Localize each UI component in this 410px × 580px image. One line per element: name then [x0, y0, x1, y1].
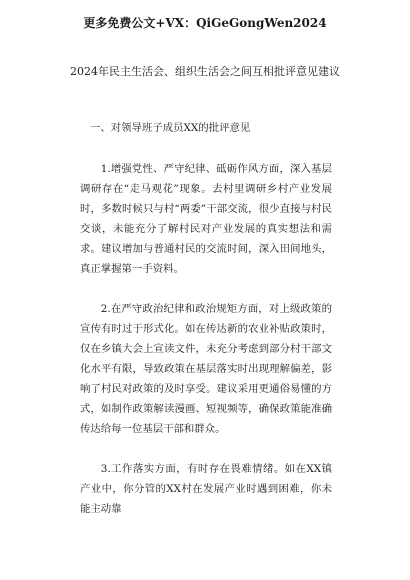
paragraph-1: 1.增强党性、严守纪律、砥砺作风方面，深入基层调研存在“走马观花”现象。去村里调研乡村产业发展时，多数时候只与村“两委”干部交流，很少直接与村民交谈，未能充分了解村民对产业发展的真实想法和需求。建议增加与普通村民的交流时间，深入田间地头，真正掌握第一手资料。: [80, 163, 332, 275]
paragraph-2: 2.在严守政治纪律和政治规矩方面，对上级政策的宣传有时过于形式化。如在传达新的农业补贴政策时，仅在乡镇大会上宣读文件，未充分考虑到部分村干部文化水平有限，导致政策在基层落实时出现理解偏差，影响了村民对政策的及时享受。建议采用更通俗易懂的方式，如制作政策解读漫画、短视频等，确保政策能准确传达给每一位基层干部和群众。: [80, 303, 332, 435]
section-heading: 一、对领导班子成员XX的批评意见: [90, 122, 251, 134]
paragraph-3: 3.工作落实方面，有时存在畏难情绪。如在XX镇产业中，你分管的XX村在发展产业时遇到困难，你未能主动靠: [80, 463, 332, 515]
document-title: 2024年民主生活会、组织生活会之间互相批评意见建议: [70, 65, 340, 78]
document-body: [80, 118, 332, 539]
promo-header: 更多免费公文+VX：QiGeGongWen2024: [83, 16, 327, 30]
